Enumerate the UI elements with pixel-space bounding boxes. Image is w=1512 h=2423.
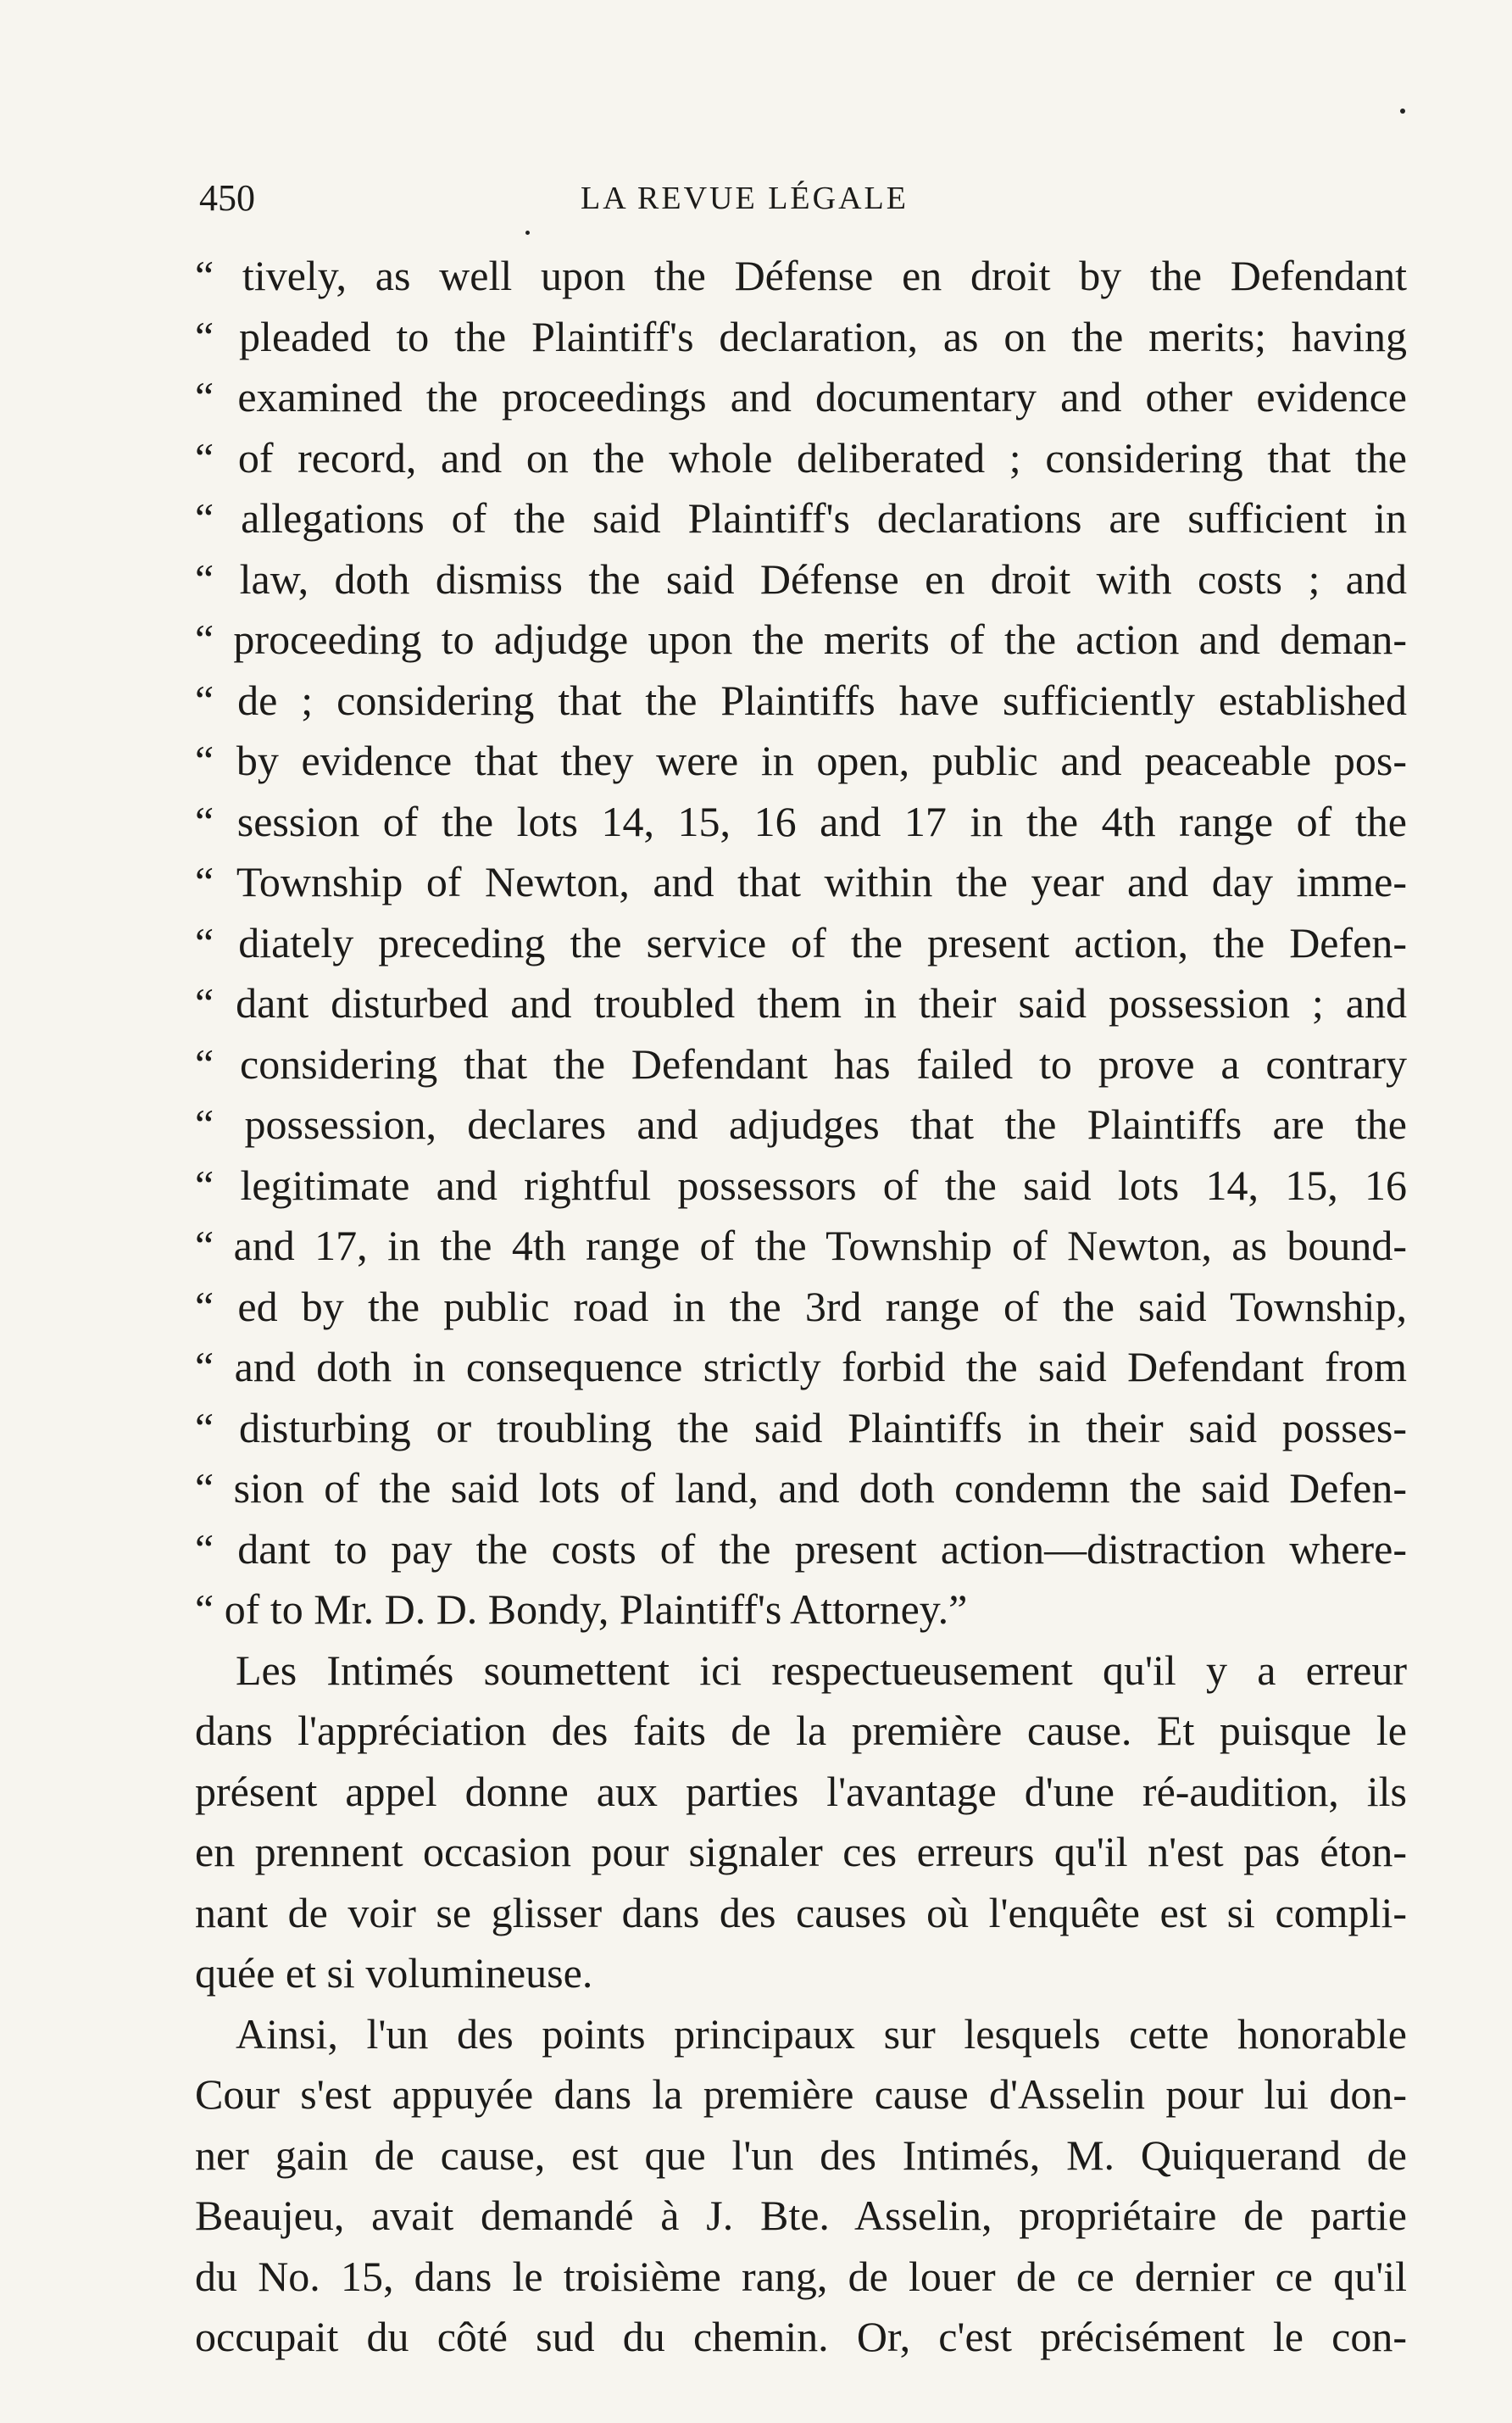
page-number: 450 — [199, 177, 255, 219]
text-line: “ allegations of the said Plaintiff's declarations are sufficient in — [195, 494, 1407, 542]
text-line: “ dant to pay the costs of the present action—distraction where- — [195, 1524, 1407, 1573]
text-line: quée et si volumineuse. — [195, 1949, 593, 1997]
text-line: nant de voir se glisser dans des causes où l'enquête est si compli- — [195, 1888, 1407, 1936]
text-line: présent appel donne aux parties l'avantage d'une ré-audition, ils — [195, 1767, 1407, 1815]
text-line: Cour s'est appuyée dans la première cause d'Asselin pour lui don- — [195, 2070, 1407, 2118]
text-line: “ session of the lots 14, 15, 16 and 17 in the 4th range of the — [195, 797, 1407, 845]
text-line: “ pleaded to the Plaintiff's declaration, as on the merits; having — [195, 312, 1407, 360]
text-line: en prennent occasion pour signaler ces erreurs qu'il n'est pas éton- — [195, 1828, 1407, 1875]
text-line: “ dant disturbed and troubled them in their said possession ; and — [195, 979, 1407, 1027]
text-line: ner gain de cause, est que l'un des Intimés, M. Quiquerand de — [195, 2131, 1407, 2179]
text-line: occupait du côté sud du chemin. Or, c'est précisément le con- — [195, 2313, 1407, 2360]
text-line: “ and doth in consequence strictly forbid the said Defendant from — [195, 1343, 1407, 1390]
text-line: “ diately preceding the service of the present action, the Defen- — [195, 918, 1407, 966]
text-line: “ proceeding to adjudge upon the merits of the action and deman- — [195, 615, 1407, 663]
text-line: “ ed by the public road in the 3rd range of the said Township, — [195, 1282, 1407, 1330]
paragraph-start: Ainsi, l'un des points principaux sur lesquels cette honorable — [236, 2009, 1407, 2058]
text-line: “ and 17, in the 4th range of the Township of Newton, as bound- — [195, 1222, 1407, 1269]
text-line: “ Township of Newton, and that within the year and day imme- — [195, 858, 1407, 905]
text-line: “ sion of the said lots of land, and doth condemn the said Defen- — [195, 1464, 1407, 1512]
text-line: “ disturbing or troubling the said Plaintiffs in their said posses- — [195, 1403, 1407, 1451]
text-line: dans l'appréciation des faits de la première cause. Et puisque le — [195, 1707, 1407, 1754]
text-line: “ de ; considering that the Plaintiffs have sufficiently established — [195, 676, 1407, 724]
text-line: “ of to Mr. D. D. Bondy, Plaintiff's Attorney.” — [195, 1585, 968, 1633]
text-line: “ considering that the Defendant has failed to prove a contrary — [195, 1039, 1407, 1088]
body-text — [195, 246, 1407, 2368]
text-line: “ by evidence that they were in open, public and peaceable pos- — [195, 737, 1407, 784]
text-line: “ examined the proceedings and documentary and other evidence — [195, 373, 1407, 421]
ink-speck — [1400, 109, 1405, 114]
paragraph-start: Les Intimés soumettent ici respectueusement qu'il y a erreur — [236, 1646, 1407, 1694]
running-head: LA REVUE LÉGALE — [581, 181, 909, 216]
text-line: “ tively, as well upon the Défense en droit by the Defendant — [195, 252, 1407, 299]
text-line: “ legitimate and rightful possessors of the said lots 14, 15, 16 — [195, 1161, 1407, 1209]
ink-speck — [525, 231, 530, 235]
text-line: Beaujeu, avait demandé à J. Bte. Asselin, propriétaire de partie — [195, 2192, 1407, 2239]
text-line: “ of record, and on the whole deliberated ; considering that the — [195, 433, 1407, 482]
text-line: du No. 15, dans le troisième rang, de louer de ce dernier ce qu'il — [195, 2252, 1407, 2300]
text-line: “ possession, declares and adjudges that the Plaintiffs are the — [195, 1100, 1407, 1148]
text-line: “ law, doth dismiss the said Défense en droit with costs ; and — [195, 554, 1407, 603]
